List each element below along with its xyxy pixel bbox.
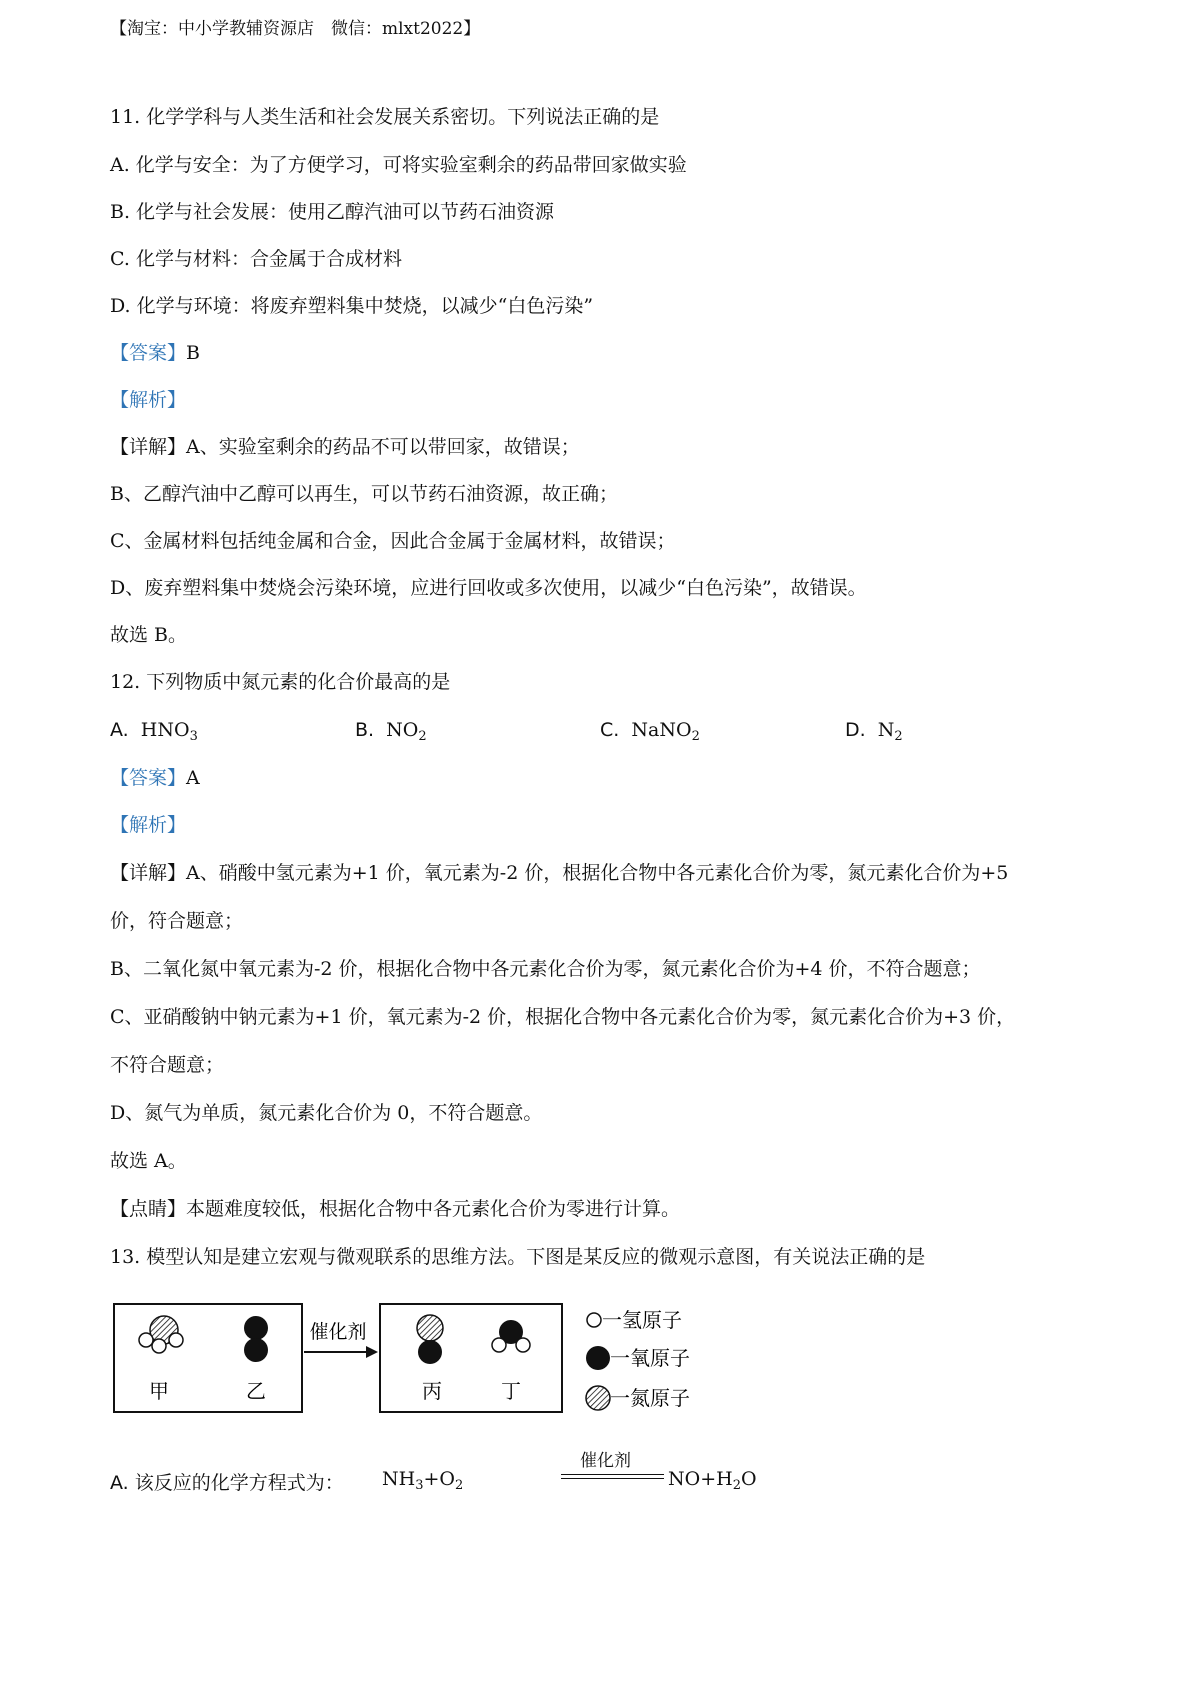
hydrogen-atom bbox=[139, 1333, 153, 1347]
oxygen-atom bbox=[244, 1316, 268, 1340]
q11-detail-a: 【详解】A、实验室剩余的药品不可以带回家，故错误； bbox=[110, 436, 580, 458]
label-bing: 丙 bbox=[422, 1379, 442, 1403]
oxygen-atom bbox=[244, 1338, 268, 1362]
q12-option-a: A. $HNO_3$ bbox=[110, 719, 198, 744]
q11-answer bbox=[110, 340, 200, 366]
q11-choose: 故选 B。 bbox=[110, 624, 188, 646]
product-box bbox=[380, 1304, 562, 1412]
q12-detail-a-line2: 价，符合题意； bbox=[110, 910, 244, 932]
molecule-ding-h2o bbox=[492, 1320, 530, 1352]
label-yi: 乙 bbox=[246, 1379, 266, 1403]
equation-catalyst: 催化剂 bbox=[580, 1451, 631, 1471]
q12-option-d: D. $N_2$ bbox=[845, 719, 903, 744]
equation-equals-sign bbox=[561, 1474, 664, 1479]
q12-analysis-tag: 【解析】 bbox=[110, 814, 187, 836]
q12-answer bbox=[110, 765, 200, 791]
hydrogen-atom bbox=[516, 1338, 530, 1352]
equation-left: $NH_3+O_2$ bbox=[382, 1468, 464, 1493]
hydrogen-atom bbox=[169, 1333, 183, 1347]
q12-detail-c-line1: C、亚硝酸钠中钠元素为+1 价，氧元素为-2 价，根据化合物中各元素化合价为零，氮元素化合价为+3 价， bbox=[110, 1006, 1016, 1028]
equation-right: $NO+H_2O$ bbox=[668, 1468, 757, 1493]
q11-option-a: A. 化学与安全：为了方便学习，可将实验室剩余的药品带回家做实验 bbox=[110, 154, 687, 176]
nitrogen-atom bbox=[417, 1315, 443, 1341]
answer-value: B bbox=[186, 342, 200, 364]
q12-option-c: C. NaNO$_2$ bbox=[600, 719, 700, 744]
q11-detail-c: C、金属材料包括纯金属和合金，因此合金属于金属材料，故错误； bbox=[110, 530, 676, 552]
molecule-bing-no bbox=[417, 1315, 443, 1364]
q11-option-d: D. 化学与环境：将废弃塑料集中焚烧，以减少“白色污染” bbox=[110, 295, 594, 317]
q12-detail-b: B、二氧化氮中氧元素为-2 价，根据化合物中各元素化合价为零，氮元素化合价为+4 价，不符合题意； bbox=[110, 958, 981, 980]
detail-tag: 【详解】 bbox=[110, 862, 187, 884]
q12-choose: 故选 A。 bbox=[110, 1150, 187, 1172]
page-header: 【淘宝：中小学教辅资源店 微信：mlxt2022】 bbox=[110, 19, 481, 39]
answer-tag: 【答案】 bbox=[110, 342, 187, 364]
arrow-head-icon bbox=[366, 1346, 378, 1358]
q12-detail-d: D、氮气为单质，氮元素化合价为 0，不符合题意。 bbox=[110, 1102, 543, 1124]
q13-option-a-prefix: A. 该反应的化学方程式为： bbox=[110, 1472, 344, 1494]
q11-analysis-tag: 【解析】 bbox=[110, 389, 187, 411]
reaction-diagram bbox=[112, 1302, 732, 1422]
legend-nitrogen-label: 一氮原子 bbox=[610, 1386, 690, 1410]
q12-option-b: B. $NO_2$ bbox=[355, 719, 427, 744]
oxygen-atom bbox=[418, 1340, 442, 1364]
q11-stem: 11. 化学学科与人类生活和社会发展关系密切。下列说法正确的是 bbox=[110, 106, 660, 128]
q11-detail-b: B、乙醇汽油中乙醇可以再生，可以节药石油资源，故正确； bbox=[110, 483, 618, 505]
q13-option-a bbox=[110, 1446, 810, 1506]
legend-nitrogen-icon bbox=[586, 1386, 610, 1410]
hydrogen-atom bbox=[152, 1339, 166, 1353]
q12-detail-c-line2: 不符合题意； bbox=[110, 1054, 225, 1076]
q12-detail-a-line1: 【详解】A、硝酸中氢元素为+1 价，氧元素为-2 价，根据化合物中各元素化合价为零，氮元素化合价为+5 bbox=[110, 862, 1009, 884]
molecule-yi-o2 bbox=[244, 1316, 268, 1362]
legend-oxygen-label: 一氧原子 bbox=[610, 1346, 690, 1370]
legend-hydrogen-label: 一氢原子 bbox=[602, 1308, 682, 1332]
comment-tag: 【点睛】 bbox=[110, 1198, 187, 1220]
catalyst-label: 催化剂 bbox=[309, 1321, 367, 1343]
label-jia: 甲 bbox=[149, 1379, 169, 1403]
q12-stem: 12. 下列物质中氮元素的化合价最高的是 bbox=[110, 671, 451, 693]
legend-hydrogen-icon bbox=[587, 1313, 601, 1327]
answer-value: A bbox=[186, 767, 200, 789]
hydrogen-atom bbox=[492, 1338, 506, 1352]
label-ding: 丁 bbox=[501, 1379, 521, 1403]
answer-tag: 【答案】 bbox=[110, 767, 187, 789]
legend bbox=[586, 1308, 690, 1410]
q11-option-b: B. 化学与社会发展：使用乙醇汽油可以节药石油资源 bbox=[110, 201, 555, 223]
legend-oxygen-icon bbox=[586, 1346, 610, 1370]
reactant-box bbox=[114, 1304, 302, 1412]
molecule-jia-nh3 bbox=[139, 1316, 183, 1353]
q13-stem: 13. 模型认知是建立宏观与微观联系的思维方法。下图是某反应的微观示意图，有关说法正确的是 bbox=[110, 1246, 926, 1268]
q11-detail-d: D、废弃塑料集中焚烧会污染环境，应进行回收或多次使用，以减少“白色污染”，故错误。 bbox=[110, 577, 867, 599]
q11-option-c: C. 化学与材料：合金属于合成材料 bbox=[110, 248, 402, 270]
detail-tag: 【详解】 bbox=[110, 436, 187, 458]
q12-comment: 【点睛】本题难度较低，根据化合物中各元素化合价为零进行计算。 bbox=[110, 1198, 681, 1220]
